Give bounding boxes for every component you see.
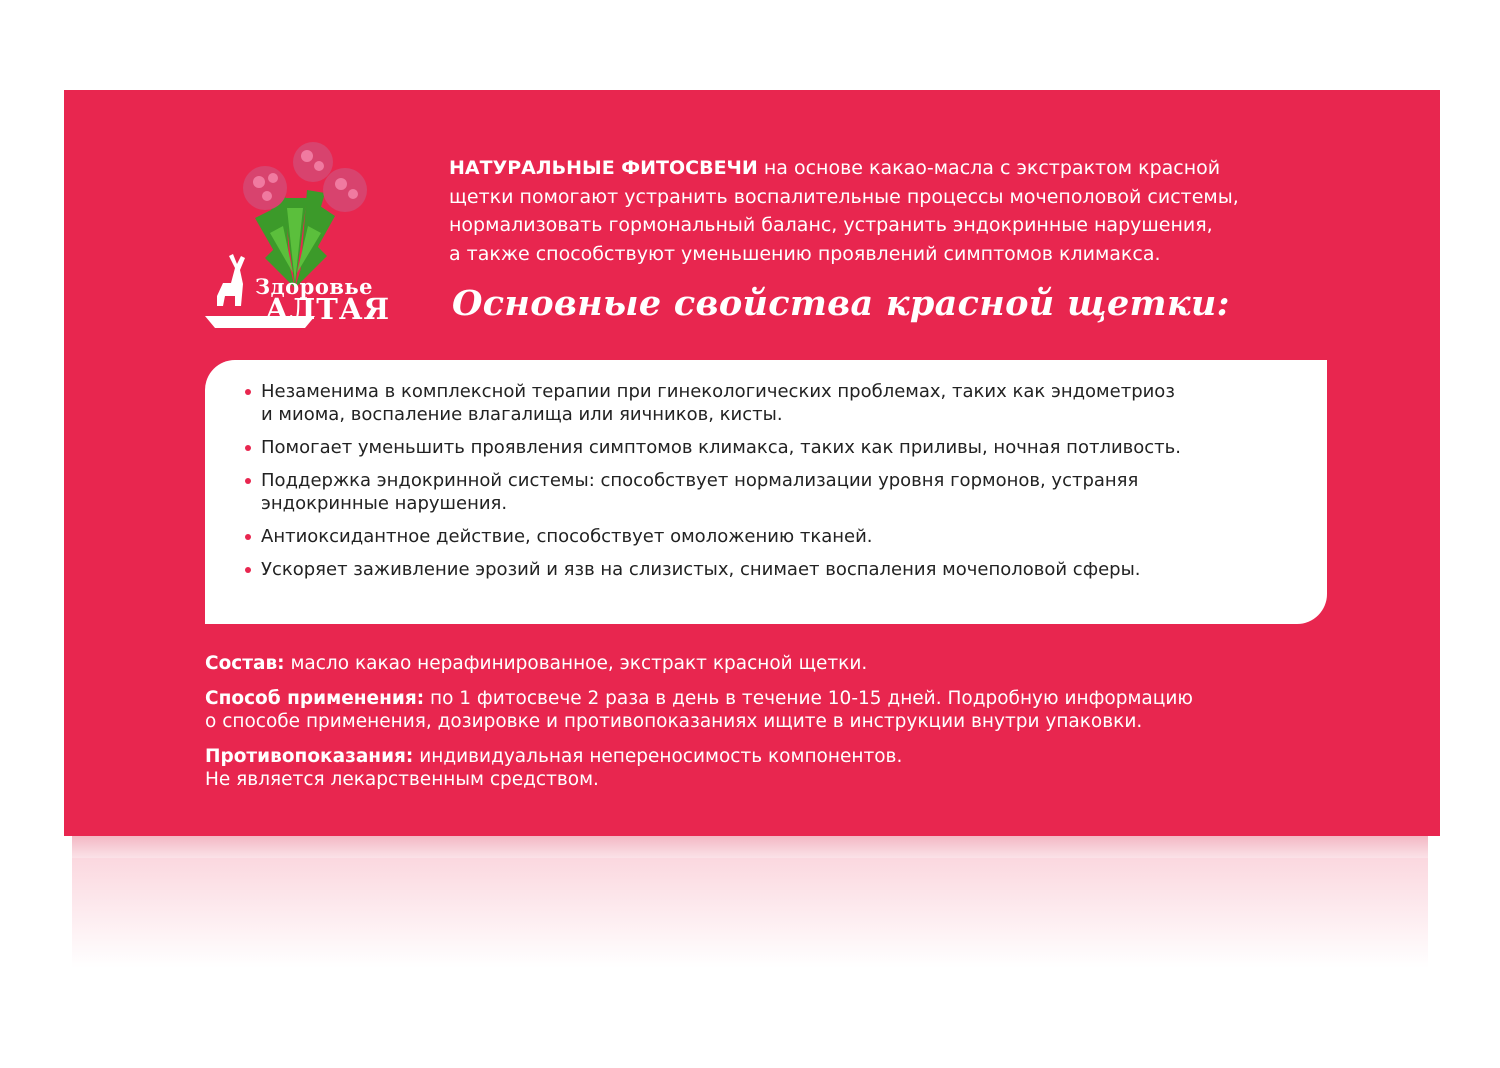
properties-headline: Основные свойства красной щетки: [452, 283, 1230, 324]
intro-line-4: а также способствуют уменьшению проявлений симптомов климакса. [449, 242, 1161, 265]
usage [205, 687, 1335, 733]
intro-line1-rest: на основе какао-масла с экстрактом красной [757, 157, 1221, 179]
box-reflection [72, 858, 1428, 968]
bullet-dot-icon [245, 567, 251, 573]
composition-text: масло какао нерафинированное, экстракт красной щетки. [284, 653, 868, 674]
property-item [245, 380, 1315, 426]
intro-line-2: щетки помогают устранить воспалительные процессы мочеполовой системы, [449, 185, 1239, 208]
brand-logo [195, 138, 415, 338]
deer-icon [217, 254, 245, 306]
property-line: Ускоряет заживление эрозий и язв на слизистых, снимает воспаления мочеполовой сферы. [261, 559, 1141, 580]
usage-line2: о способе применения, дозировке и противопоказаниях ищите в инструкции внутри упаковки. [205, 711, 1143, 732]
brand-name-line1: Здоровье [255, 274, 374, 299]
intro-text [449, 154, 1349, 268]
property-item [245, 436, 1315, 459]
property-item [245, 525, 1315, 548]
property-line: Поддержка эндокринной системы: способствует нормализации уровня гормонов, устраняя [261, 470, 1139, 491]
intro-line-3: нормализовать гормональный баланс, устранить эндокринные нарушения, [449, 214, 1213, 236]
bullet-dot-icon [245, 389, 251, 395]
box-bottom-edge [72, 836, 1428, 858]
product-details [205, 652, 1335, 803]
contraindications-line1: индивидуальная непереносимость компонентов. [413, 746, 903, 767]
usage-label: Способ применения: [205, 688, 425, 709]
property-line: и миома, воспаление влагалища или яичников, кисты. [261, 404, 783, 425]
property-line: Незаменима в комплексной терапии при гинекологических проблемах, таких как эндометриоз [261, 381, 1175, 402]
usage-line1: по 1 фитосвече 2 раза в день в течение 10-15 дней. Подробную информацию [424, 688, 1193, 709]
properties-list [245, 380, 1315, 591]
contraindications-line2: Не является лекарственным средством. [205, 769, 599, 790]
property-line: Помогает уменьшить проявления симптомов климакса, таких как приливы, ночная потливость. [261, 437, 1181, 458]
brand-name-line2: АЛТАЯ [265, 292, 391, 326]
contraindications-label: Противопоказания: [205, 746, 414, 767]
bullet-dot-icon [245, 478, 251, 484]
property-line: Антиоксидантное действие, способствует омоложению тканей. [261, 526, 873, 547]
property-item [245, 469, 1315, 515]
intro-lead: НАТУРАЛЬНЫЕ ФИТОСВЕЧИ [449, 157, 758, 179]
bullet-dot-icon [245, 445, 251, 451]
properties-card [205, 360, 1327, 624]
property-item [245, 558, 1315, 581]
bullet-dot-icon [245, 534, 251, 540]
contraindications [205, 745, 1335, 791]
composition-label: Состав: [205, 653, 285, 674]
property-line: эндокринные нарушения. [261, 493, 508, 514]
composition [205, 652, 1335, 675]
intro-line-1 [449, 154, 1349, 183]
